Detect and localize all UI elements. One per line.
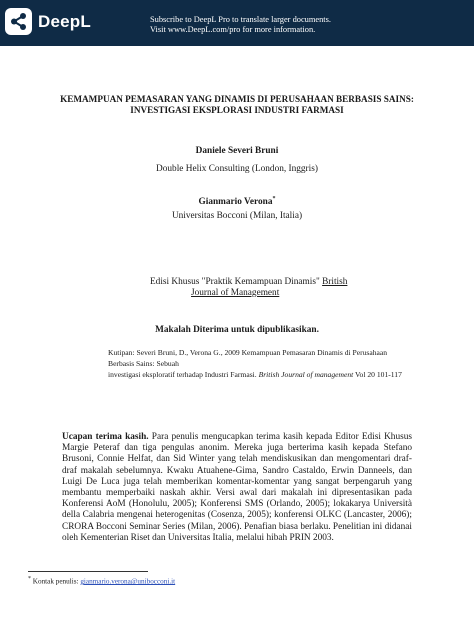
- citation: [108, 347, 408, 380]
- special-issue-note: Edisi Khusus "Praktik Kemampuan Dinamis" British Journal of Management: [150, 277, 348, 298]
- promo-text: [150, 15, 331, 35]
- acknowledgements-heading: Ucapan terima kasih.: [62, 432, 149, 442]
- journal-link-part-2[interactable]: Journal of Management: [191, 288, 280, 298]
- author-1-name: Daniele Severi Bruni: [195, 146, 279, 156]
- citation-line-1: Kutipan: Severi Bruni, D., Verona G., 2009 Kemampuan Pemasaran Dinamis di Perusahaan Berbasis Sains: Sebuah: [108, 348, 388, 368]
- footnote: * Kontak penulis: gianmario.verona@unibocconi.it: [28, 576, 176, 586]
- author-1-affiliation: Double Helix Consulting (London, Inggris): [156, 164, 318, 174]
- acknowledgements: [62, 432, 412, 544]
- citation-line-2: investigasi eksploratif terhadap Industri Farmasi. British Journal of management Vol 20 101-117: [108, 370, 402, 379]
- deepl-logo-icon[interactable]: [5, 8, 32, 35]
- deepl-banner: [0, 0, 474, 46]
- paper-title-line-1: KEMAMPUAN PEMASARAN YANG DINAMIS DI PERUSAHAAN BERBASIS SAINS:: [60, 94, 414, 104]
- footnote-marker: *: [272, 196, 276, 202]
- deepl-pro-link[interactable]: www.DeepL.com/pro: [167, 25, 241, 34]
- citation-journal: British Journal of management: [258, 370, 354, 379]
- deepl-brand-name[interactable]: DeepL: [38, 12, 91, 31]
- paper-title-line-2: INVESTIGASI EKSPLORASI INDUSTRI FARMASI: [130, 105, 344, 115]
- acknowledgements-body: Para penulis mengucapkan terima kasih kepada Editor Edisi Khusus Margie Peteraf dan tiga pengulas anonim. Mereka juga berterima kasih kepada Stefano Brusoni, Connie Helfat, dan Sid Winter yang telah mendiskusikan dan mengomentari draf-draf makalah sebelumnya. Kwaku Atuahene-Gima, Sandro Castaldo, Erwin Danneels, dan Luigi De Luca juga telah memberikan komentar-komentar yang sangat berpengaruh yang membantu memperbaiki naskah akhir. Versi awal dari makalah ini dipresentasikan pada Konferensi AoM (Honolulu, 2005); Konferensi SMS (Orlando, 2005); lokakarya Università della Calabria mengenai heterogenitas (Cosenza, 2005); konferensi OLKC (Lancaster, 2006); CRORA Bocconi Seminar Series (Milan, 2006). Penafian biasa berlaku. Penelitian ini didanai oleh Kementerian Riset dan Universitas Italia, melalui hibah PRIN 2003.: [62, 432, 412, 543]
- journal-link-part-1[interactable]: British: [322, 277, 348, 287]
- author-2-name: Gianmario Verona*: [198, 196, 276, 208]
- accepted-notice: Makalah Diterima untuk dipublikasikan.: [155, 325, 319, 335]
- promo-line-1: Subscribe to DeepL Pro to translate larger documents.: [150, 15, 331, 24]
- author-email-link[interactable]: gianmario.verona@unibocconi.it: [80, 577, 176, 586]
- promo-line-2: Visit www.DeepL.com/pro for more information.: [150, 25, 316, 34]
- footnote-divider: [28, 571, 148, 572]
- author-2-affiliation: Universitas Bocconi (Milan, Italia): [171, 211, 303, 221]
